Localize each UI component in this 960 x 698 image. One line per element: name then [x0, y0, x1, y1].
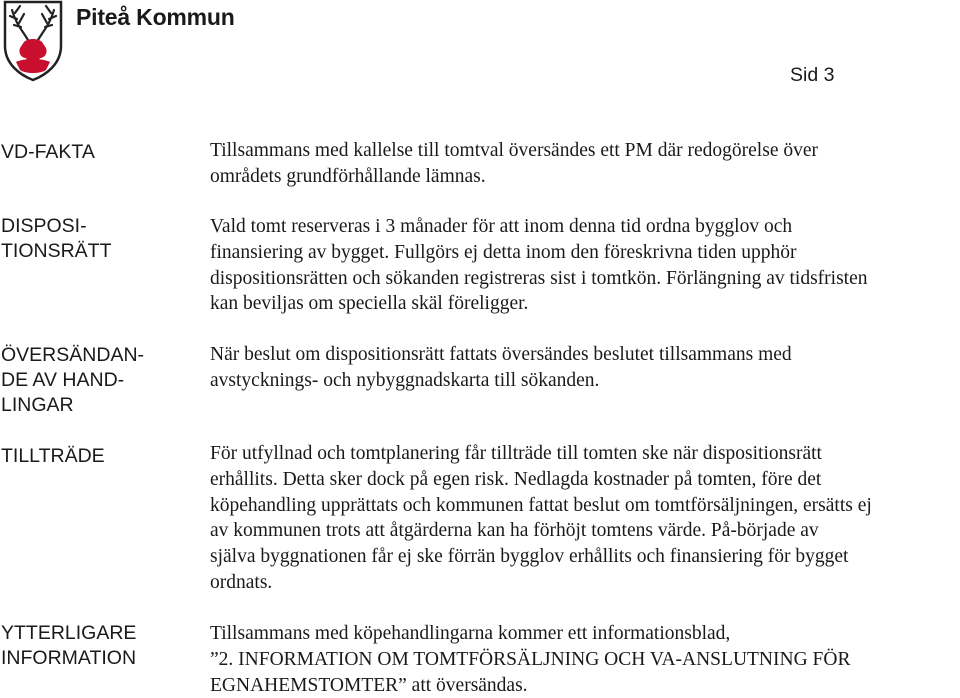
- section-body-ytterligare-information: [210, 621, 958, 698]
- brand-name: Piteå Kommun: [76, 4, 235, 30]
- body-line: kan beviljas om speciella skäl föreligger.: [210, 293, 529, 315]
- body-line: ordnats.: [210, 571, 273, 593]
- body-line: När beslut om dispositionsrätt fattats översändes beslutet tillsammans med: [210, 344, 792, 365]
- page-number: Sid 3: [790, 64, 835, 86]
- section-heading-oversandande: ÖVERSÄNDAN- DE AV HAND- LINGAR: [1, 344, 145, 416]
- body-line: dispositionsrätten och sökanden registreras sist i tomtkön. Förlängning av tidsfristen: [210, 267, 868, 289]
- body-line: köpehandling upprättats och kommunen fattat beslut om tomtförsäljningen, ersätts ej: [210, 494, 872, 516]
- body-line: avstycknings- och nybyggnadskarta till sökanden.: [210, 369, 600, 391]
- section-body-vd-fakta: [210, 138, 958, 190]
- body-line: Tillsammans med kallelse till tomtval översändes ett PM där redogörelse över: [210, 140, 818, 161]
- body-line: erhållits. Detta sker dock på egen risk. Nedlagda kostnader på tomten, före det: [210, 468, 822, 490]
- section-heading-vd-fakta: VD-FAKTA: [1, 141, 95, 163]
- body-line: finansiering av bygget. Fullgörs ej detta inom den föreskrivna tiden upphör: [210, 241, 797, 263]
- section-heading-ytterligare-information: YTTERLIGARE INFORMATION: [1, 622, 137, 669]
- section-body-tilltrade: [210, 441, 958, 596]
- body-line: Vald tomt reserveras i 3 månader för att inom denna tid ordna bygglov och: [210, 216, 793, 237]
- section-body-dispositionsratt: [210, 214, 958, 317]
- section-heading-tilltrade: TILLTRÄDE: [1, 445, 105, 467]
- section-body-oversandande: [210, 342, 958, 394]
- section-heading-dispositionsratt: DISPOSI- TIONSRÄTT: [1, 215, 112, 262]
- body-line: EGNAHEMSTOMTER” att översändas.: [210, 674, 528, 696]
- body-line: själva byggnationen får ej ske förrän bygglov erhållits och finansiering för bygget: [210, 546, 849, 568]
- body-line: områdets grundförhållande lämnas.: [210, 165, 486, 187]
- body-line: av kommunen trots att åtgärderna kan ha förhöjt tomtens värde. På-började av: [210, 520, 819, 542]
- body-line: ”2. INFORMATION OM TOMTFÖRSÄLJNING OCH VA-ANSLUTNING FÖR: [210, 648, 851, 670]
- body-line: Tillsammans med köpehandlingarna kommer ett informationsblad,: [210, 623, 731, 644]
- reindeer-coat-of-arms-icon: [2, 0, 64, 82]
- coat-of-arms-logo: [2, 0, 64, 82]
- body-line: För utfyllnad och tomtplanering får tillträde till tomten ske när dispositionsrätt: [210, 443, 822, 464]
